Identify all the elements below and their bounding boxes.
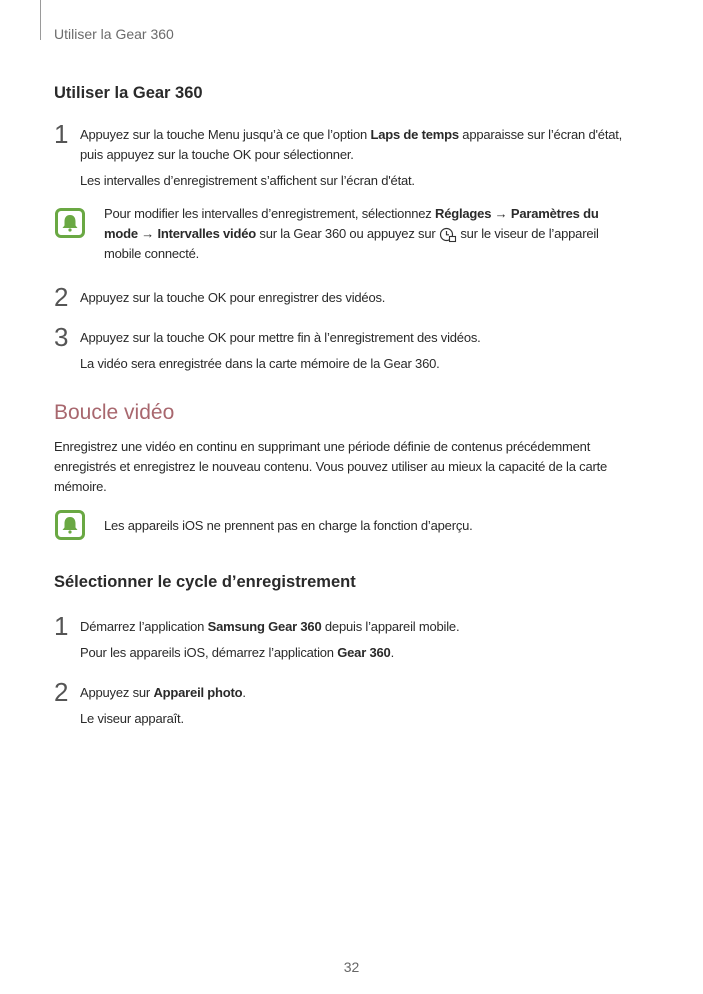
step-number: 3 bbox=[54, 322, 69, 352]
page-number: 32 bbox=[343, 959, 360, 975]
step-subtext: Le viseur apparaît. bbox=[80, 711, 184, 726]
step-text: Démarrez l’application Samsung Gear 360 depuis l’appareil mobile. bbox=[80, 619, 460, 634]
step-number: 1 bbox=[54, 119, 69, 149]
step-number: 1 bbox=[54, 611, 69, 641]
header-rule bbox=[40, 0, 41, 40]
step-subtext: Pour les appareils iOS, démarrez l’application Gear 360. bbox=[80, 645, 394, 660]
section-title-main: Utiliser la Gear 360 bbox=[54, 84, 203, 102]
section-title-boucle: Boucle vidéo bbox=[54, 401, 175, 424]
step-number: 2 bbox=[54, 677, 69, 707]
timer-icon bbox=[439, 227, 457, 243]
step-subtext: La vidéo sera enregistrée dans la carte mémoire de la Gear 360. bbox=[80, 356, 440, 371]
step-text: Appuyez sur Appareil photo. bbox=[80, 685, 246, 700]
note-text: Pour modifier les intervalles d’enregistrement, sélectionnez Réglages → Paramètres du mode → Intervalles vidéo sur la Gear 360 ou appuyez sur sur le viseur de l’appareil mobile connecté. bbox=[104, 206, 599, 261]
step-text: Appuyez sur la touche OK pour enregistrer des vidéos. bbox=[80, 290, 386, 305]
section-title-cycle: Sélectionner le cycle d’enregistrement bbox=[54, 573, 356, 591]
step-number: 2 bbox=[54, 282, 69, 312]
note-text: Les appareils iOS ne prennent pas en charge la fonction d’aperçu. bbox=[104, 518, 473, 533]
running-header: Utiliser la Gear 360 bbox=[54, 26, 174, 42]
step-text: Appuyez sur la touche OK pour mettre fin à l’enregistrement des vidéos. bbox=[80, 330, 481, 345]
section-paragraph: Enregistrez une vidéo en continu en supprimant une période définie de contenus précédemment enregistrés et enregistrez le nouveau contenu. Vous pouvez utiliser au mieux la capacité de la carte mémoire. bbox=[54, 439, 608, 494]
step-subtext: Les intervalles d’enregistrement s’affichent sur l’écran d'état. bbox=[80, 173, 415, 188]
step-text: Appuyez sur la touche Menu jusqu’à ce que l’option Laps de temps apparaisse sur l’écran d'état, puis appuyez sur la touche OK pour sélectionner. bbox=[80, 127, 623, 162]
bell-icon bbox=[55, 510, 85, 540]
bell-icon bbox=[55, 208, 85, 238]
